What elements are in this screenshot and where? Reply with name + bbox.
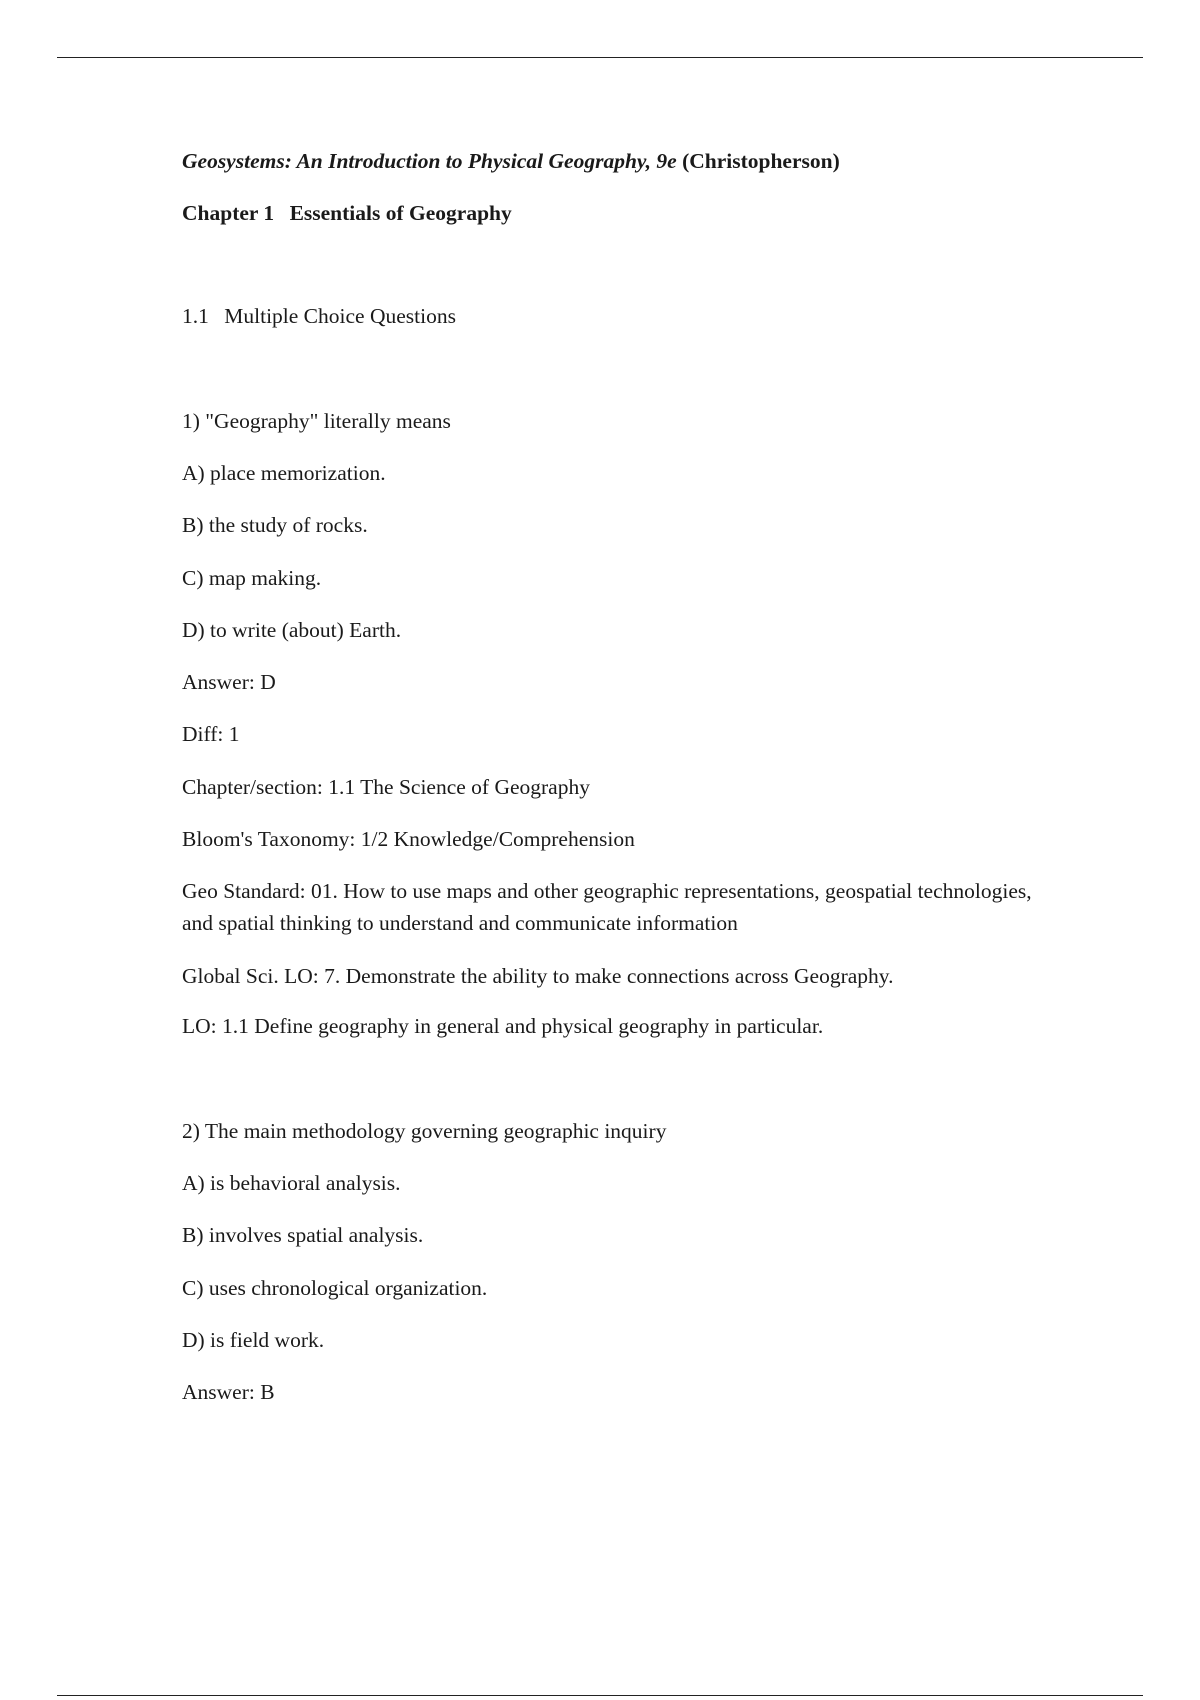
question-1-geo-standard: Geo Standard: 01. How to use maps and other geographic representations, geospatial technologies, and spatial thinking to understand and communicate information [182, 879, 1032, 935]
question-2-choice-a: A) is behavioral analysis. [182, 1171, 401, 1195]
book-header [182, 148, 840, 174]
question-1-choice-c: C) map making. [182, 566, 322, 590]
question-2-choice-c: C) uses chronological organization. [182, 1276, 488, 1300]
question-1-difficulty: Diff: 1 [182, 722, 240, 746]
top-rule [57, 57, 1143, 58]
question-1-choice-b: B) the study of rocks. [182, 513, 368, 537]
question-1-chapter-section: Chapter/section: 1.1 The Science of Geography [182, 775, 590, 799]
chapter-title: Essentials of Geography [289, 201, 512, 225]
section-title: Multiple Choice Questions [224, 304, 456, 328]
section-number: 1.1 [182, 304, 209, 328]
chapter-heading [182, 200, 512, 226]
question-2-choice-d: D) is field work. [182, 1328, 325, 1352]
bottom-rule [57, 1695, 1143, 1696]
question-2-answer: Answer: B [182, 1380, 275, 1404]
question-1-stem: 1) "Geography" literally means [182, 409, 451, 433]
section-heading [182, 303, 456, 329]
question-2-choice-b: B) involves spatial analysis. [182, 1223, 424, 1247]
question-2-stem: 2) The main methodology governing geographic inquiry [182, 1119, 667, 1143]
question-1-lo: LO: 1.1 Define geography in general and physical geography in particular. [182, 1014, 824, 1038]
book-title: Geosystems: An Introduction to Physical Geography, 9e [182, 149, 677, 173]
question-1-choice-a: A) place memorization. [182, 461, 386, 485]
question-1-blooms-taxonomy: Bloom's Taxonomy: 1/2 Knowledge/Comprehension [182, 827, 635, 851]
question-1-answer: Answer: D [182, 670, 276, 694]
question-1-choice-d: D) to write (about) Earth. [182, 618, 402, 642]
book-author: (Christopherson) [682, 149, 840, 173]
question-1-global-lo: Global Sci. LO: 7. Demonstrate the ability to make connections across Geography. [182, 964, 894, 988]
chapter-label: Chapter 1 [182, 201, 275, 225]
